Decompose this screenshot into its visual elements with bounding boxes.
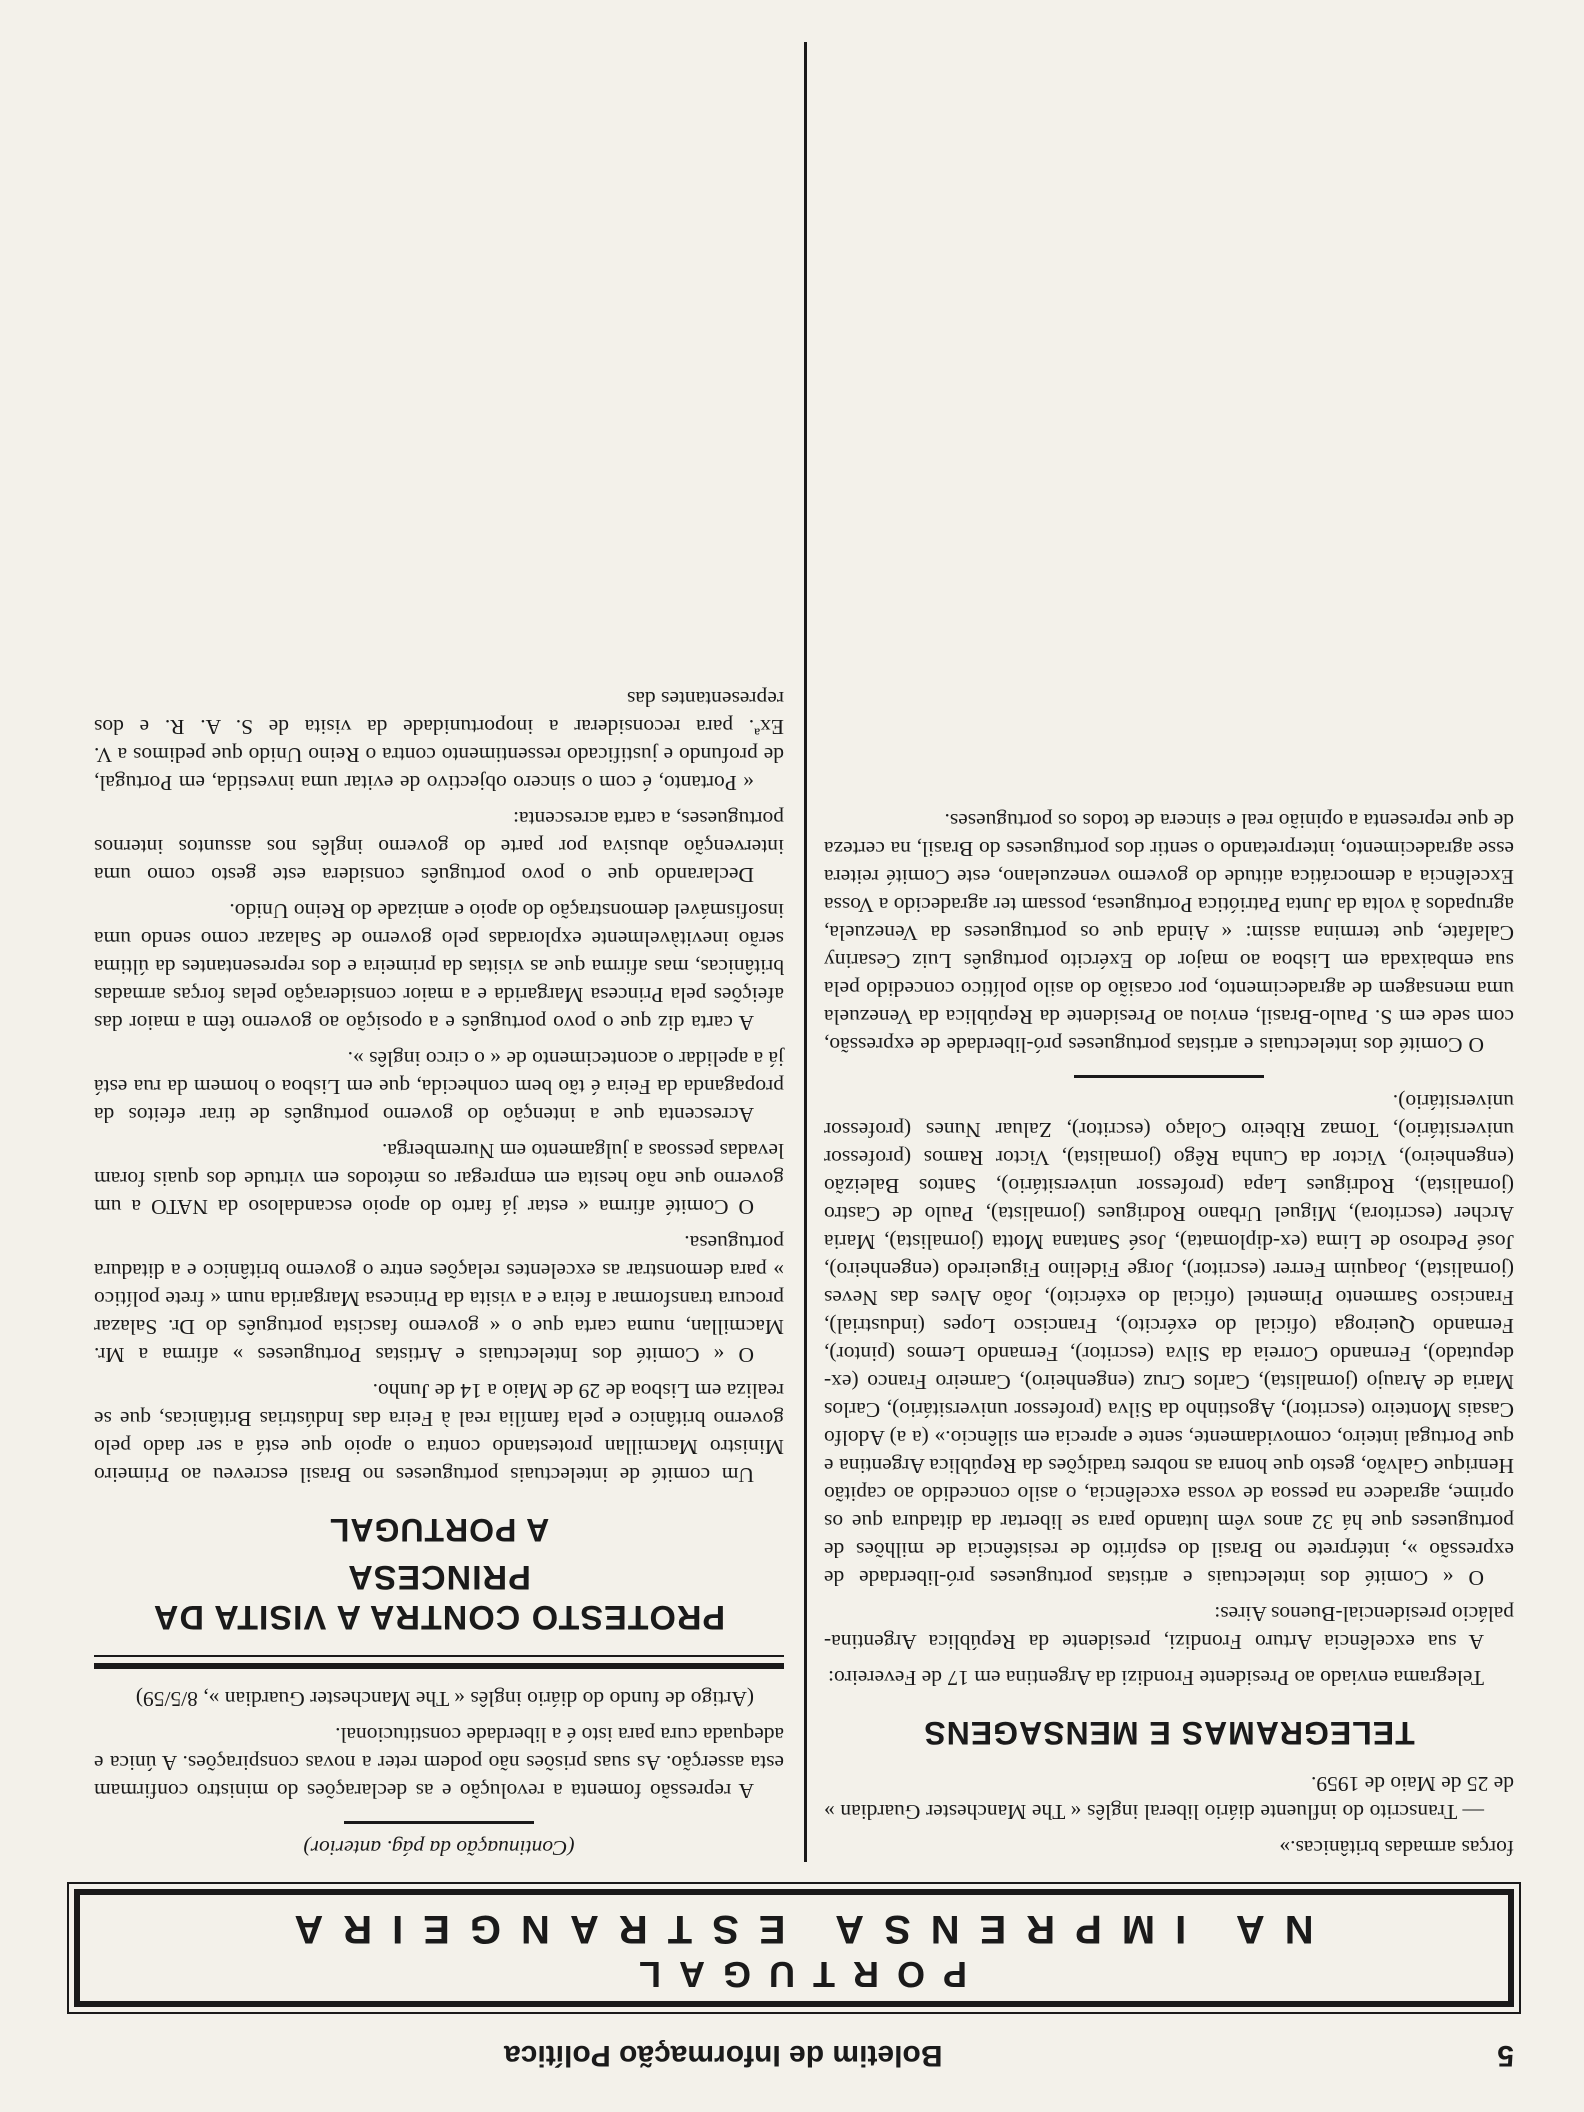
left-intro-tail: forças armadas britânicas.» [1279,1836,1514,1860]
left-paragraph-3: O « Comité dos intelectuais e artistas portugueses pró-liberdade de expressão », intérprete no Brasil do espírito de resistência de milhões de portugueses que há 32 anos vêm lutando para se libertar da ditadura que os oprime, agradece na pessoa de vossa excelência, o asilo concedido ao capitão Henrique Galvão, gesto que honra as nobres tradições da República Argentina e que Portugal inteiro, comovidamente, sente e aprecia em silêncio.» (a a) Adolfo Casais Monteiro (escritor), Agostinho da Silva (professor universitário), Carlos Maria de Araujo (jornalista), Carlos Cruz (engenheiro), Carneiro Franco (ex-deputado), Fernando Correia da Silva (escritor), Fernando Lemos (pintor), Fernando Queiroga (oficial do exército), Francisco Lopes (industrial), Francisco Sarmento Pimentel (oficial do exército), João Alves das Neves (jornalista), Joaquim Ferrer (escritor), Jorge Fidelino Figueiredo (engenheiro), José Pedroso de Lima (ex-diplomata), José Santana Motta (jornalista), Maria Archer (escritora), Miguel Urbano Rodrigues (jornalista), Paulo de Castro (jornalista), Rodrigues Lapa (professor universitário), Santos Baleizão (engenheiro), Victor da Cunha Rêgo (jornalista), Victor Ramos (professor universitário), Tomaz Ribeiro Colaço (escritor), Zaluar Nunes (professor universitário). [824,1090,1514,1590]
left-column [824,799,1514,1862]
left-paragraph-2: A sua excelência Arturo Frondizi, presidente da República Argentina-palácio presidencial-Buenos Aires: [824,1602,1514,1654]
right-paragraph-8: « Portanto, é com o sincero objectivo de evitar uma investida, em Portugal, de profundo e justificado ressentimento contra o Reino Unido que pedimos a V. Exª. para reconsiderar a inoportunidade da visita de S. A. R. e dos representantes das [94,687,784,795]
running-head [64,2038,1514,2072]
right-section-title-1: PROTESTO CONTRA A VISITA DA PRINCESA [152,1558,726,1636]
left-source-note: — Transcrito do influente diário liberal inglês « The Manchester Guardian » de 25 de Maio de 1959. [824,1772,1514,1824]
right-paragraph-6: A carta diz que o povo português e a oposição ao governo têm a maior das afeições pela Princesa Margarida e a maior consideração pelas forças armadas britânicas, mas afirma que as visitas da primeira e dos representantes da última serão inevitàvelmente exploradas pelo governo de Salazar como sendo uma insofismável demonstração do apoio e amizade do Reino Unido. [94,899,784,1035]
banner-line-1: PORTUGAL [621,1954,967,1995]
right-paragraph-3: O « Comité dos Intelectuais e Artistas Portugueses » afirma a Mr. Macmillan, numa carta que o « governo fascista português do Dr. Salazar procura transformar a feira e a visita da Princesa Margarida num « frete político » para demonstrar as excelentes relações entre o governo britânico e a ditadura portuguesa. [94,1231,784,1367]
right-column [94,677,784,1862]
right-thin-rule [94,1655,784,1657]
page-number: 5 [1497,2039,1514,2072]
right-paragraph-4: O Comité afirma « estar já farto do apoio escandaloso da NATO a um governo que não hesita em empregar os métodos em virtude dos quais foram levadas pessoas a julgamento em Nuremberga. [94,1139,784,1219]
continuation-note: (Continuação da pág. anterior) [303,1836,575,1860]
right-section-title-2: A PORTUGAL [328,1512,550,1548]
right-paragraph-5: Acrescenta que a intenção do governo português de tirar efeitos da propaganda da Feira é tão bem conhecida, que em Lisboa o homem da rua está já a apelidar o acontecimento de « o circo inglês ». [94,1047,784,1127]
right-thick-rule [94,1663,784,1669]
right-attribution: (Artigo de fundo do diário inglês « The Manchester Guardian », 8/5/59) [135,1687,754,1711]
left-section-title: TELEGRAMAS E MENSAGENS [923,1715,1415,1751]
right-separator-top [344,1821,534,1824]
journal-title: Boletim de Informação Política [504,2039,943,2072]
left-separator [1074,1075,1264,1078]
column-rule [804,42,807,1862]
banner-line-2: NA IMPRENSA ESTRANGEIRA [274,1907,1314,1951]
right-paragraph-7: Declarando que o povo português considera este gesto como uma intervenção abusiva por parte do governo inglês nos assuntos internos portugueses, a carta acrescenta: [94,807,784,887]
right-paragraph-1: A repressão fomenta a revolução e as declarações do ministro confirmam esta asserção. As suas prisões não podem reter a novas conspirações. A única e adequada cura para isto é a liberdade constitucional. [94,1723,784,1803]
left-paragraph-4: O Comité dos intelectuais e artistas portugueses pró-liberdade de expressão, com sede em S. Paulo-Brasil, enviou ao Presidente da República da Venezuela uma mensagem de agradecimento, por ocasião do asilo político concedido pela sua embaixada em Lisboa ao major do Exército português Luiz Cesariny Calafate, que termina assim: « Ainda que os portugueses da Venezuela, agrupados à volta da Junta Patriótica Portuguesa, possam ter agradecido a Vossa Excelência a democrática atitude do governo venezuelano, este Comité reitera esse agradecimento, interpretando o sentir dos portugueses do Brasil, na certeza de que representa a opinião real e sincera de todos os portugueses. [824,809,1514,1057]
left-paragraph-1: Telegrama enviado ao Presidente Frondizi da Argentina em 17 de Fevereiro: [827,1666,1484,1690]
section-banner [74,1889,1514,2007]
right-paragraph-2: Um comité de intelectuais portugueses no Brasil escreveu ao Primeiro Ministro Macmillan protestando contra o apoio que está a ser dado pelo governo britânico e pela família real à Feira das Indústrias Britânicas, que se realiza em Lisboa de 29 de Maio a 14 de Junho. [94,1379,784,1487]
